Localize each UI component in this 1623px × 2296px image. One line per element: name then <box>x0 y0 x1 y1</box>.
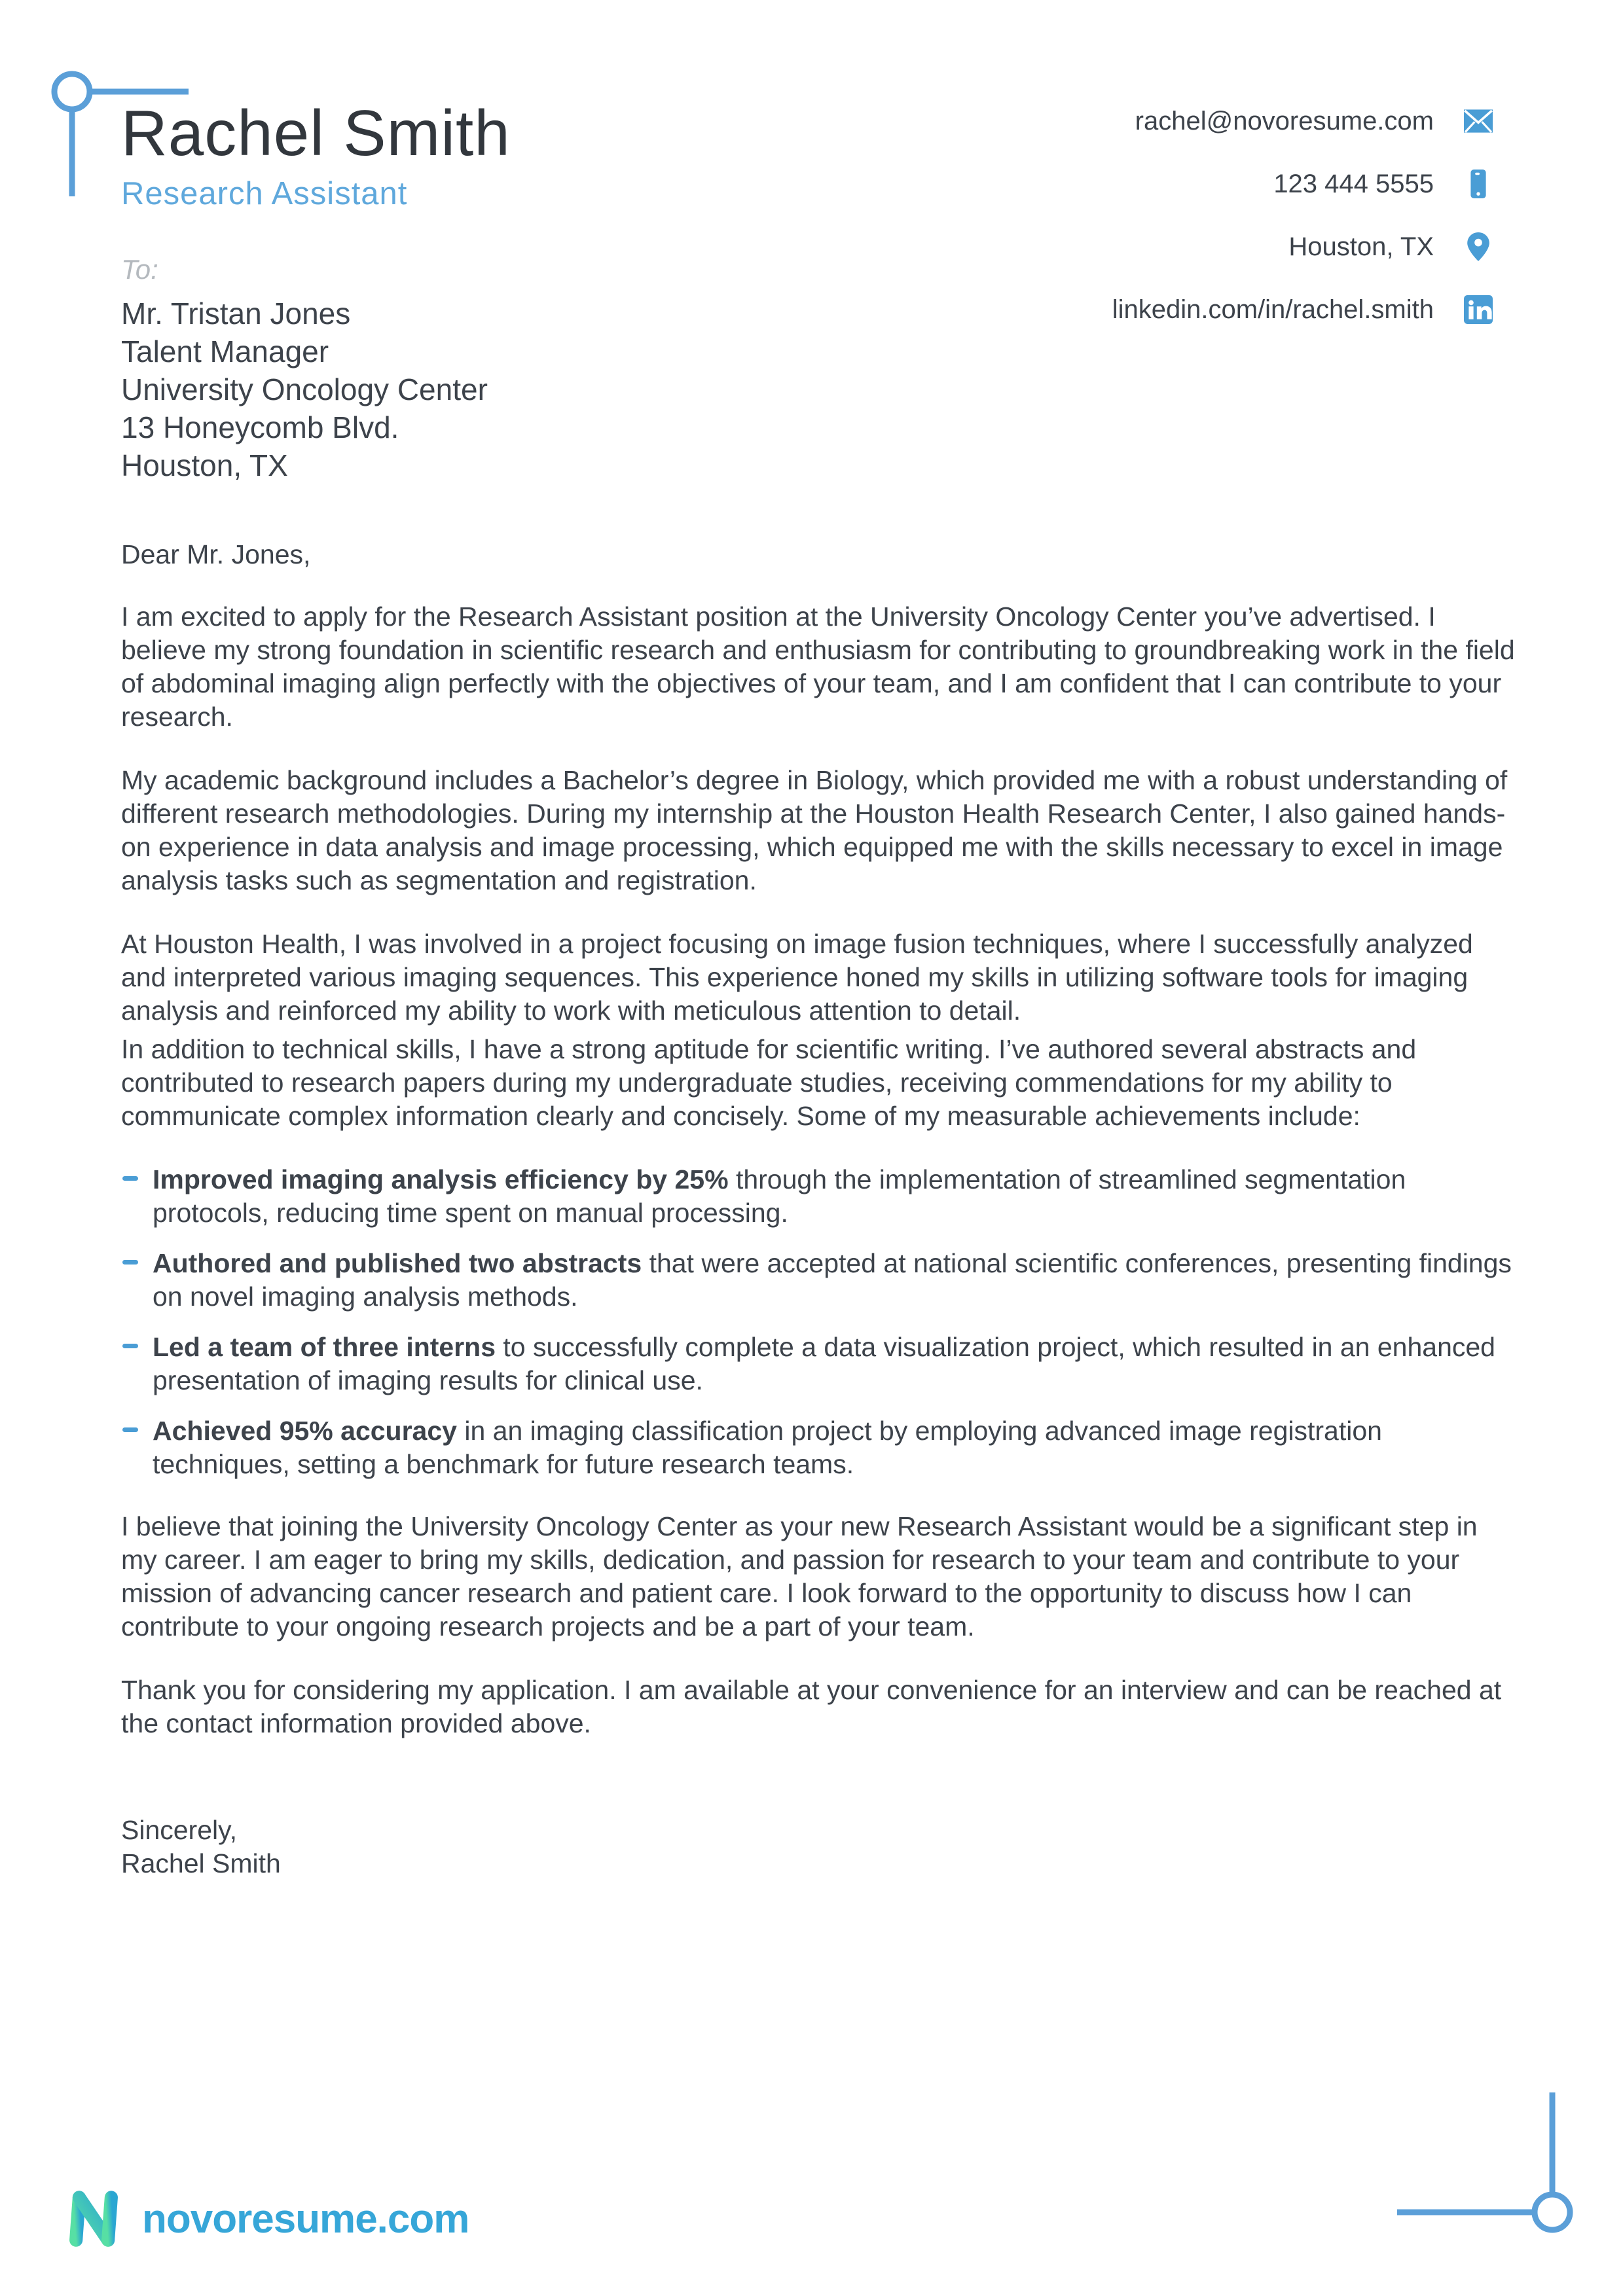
brand-link[interactable]: novoresume.com <box>142 2196 469 2242</box>
recipient-block <box>121 254 488 484</box>
contact-row-phone <box>1112 168 1494 200</box>
recipient-city: Houston, TX <box>121 448 288 482</box>
candidate-job-title: Research Assistant <box>121 175 408 211</box>
achievement-lead: Authored and published two abstracts <box>153 1248 642 1278</box>
location-pin-icon <box>1463 231 1494 262</box>
achievement-rest: in an imaging classification project by employing advanced image registration techniques, setting a benchmark for future research teams. <box>153 1416 1382 1479</box>
salutation: Dear Mr. Jones, <box>121 539 311 569</box>
contact-row-linkedin <box>1112 293 1494 326</box>
paragraph-background: My academic background includes a Bachelor’s degree in Biology, which provided me with a robust understanding of different research methodologies. During my internship at the Houston Health Research Center, I also gained hands-on experience in data analysis and image processing, which equipped me with the skills necessary to excel in image analysis tasks such as segmentation and registration. <box>121 765 1508 895</box>
achievement-rest: through the implementation of streamlined segmentation protocols, reducing time spent on manual processing. <box>153 1164 1406 1228</box>
signoff-word: Sincerely, <box>121 1815 237 1845</box>
contact-info <box>1112 105 1494 356</box>
mail-icon <box>1463 105 1494 137</box>
candidate-name: Rachel Smith <box>121 97 511 169</box>
paragraph-intro: I am excited to apply for the Research Assistant position at the University Oncology Center you’ve advertised. I believe my strong foundation in scientific research and enthusiasm for contributing to groundbreaking work in the field of abdominal imaging align perfectly with the objectives of your team, and I am confident that I can contribute to your research. <box>121 601 1515 732</box>
achievement-lead: Led a team of three interns <box>153 1332 496 1362</box>
achievement-rest: that were accepted at national scientific conferences, presenting findings on novel imaging analysis methods. <box>153 1248 1512 1312</box>
recipient-street: 13 Honeycomb Blvd. <box>121 410 399 444</box>
recipient-company: University Oncology Center <box>121 372 488 406</box>
achievement-lead: Achieved 95% accuracy <box>153 1416 457 1446</box>
location-text: Houston, TX <box>1288 232 1434 261</box>
letter-body <box>121 538 1516 1880</box>
paragraph-thanks: Thank you for considering my application. I am available at your convenience for an interview and can be reached at the contact information provided above. <box>121 1675 1502 1738</box>
email-address[interactable]: rachel@novoresume.com <box>1135 106 1434 135</box>
header <box>121 98 511 212</box>
contact-row-location <box>1112 230 1494 263</box>
signoff <box>121 1814 1516 1880</box>
list-item <box>121 1414 1516 1481</box>
novoresume-logo-icon <box>62 2187 125 2250</box>
achievement-rest: to successfully complete a data visualization project, which resulted in an enhanced presentation of imaging results for clinical use. <box>153 1332 1495 1395</box>
paragraph-closing: I believe that joining the University Oncology Center as your new Research Assistant would be a significant step in my career. I am eager to bring my skills, dedication, and passion for research to your team and contribute to your mission of advancing cancer research and patient care. I look forward to the opportunity to discuss how I can contribute to your ongoing research projects and be a part of your team. <box>121 1511 1478 1641</box>
footer <box>62 2187 469 2250</box>
achievements-list <box>121 1163 1516 1481</box>
recipient-label: To: <box>121 254 158 285</box>
phone-icon <box>1463 168 1494 200</box>
paragraph-writing-skills: In addition to technical skills, I have a strong aptitude for scientific writing. I’ve authored several abstracts and contributed to research papers during my undergraduate studies, receiving commendations for my ability to communicate complex information clearly and concisely. Some of my measurable achievements include: <box>121 1034 1417 1131</box>
recipient-name: Mr. Tristan Jones <box>121 296 351 331</box>
recipient-role: Talent Manager <box>121 334 329 368</box>
contact-row-email <box>1112 105 1494 137</box>
linkedin-url[interactable]: linkedin.com/in/rachel.smith <box>1112 295 1434 324</box>
list-item <box>121 1247 1516 1314</box>
paragraph-experience: At Houston Health, I was involved in a project focusing on image fusion techniques, where I successfully analyzed and interpreted various imaging sequences. This experience honed my skills in utilizing software tools for imaging analysis and reinforced my ability to work with meticulous attention to detail. <box>121 929 1473 1026</box>
list-item <box>121 1331 1516 1397</box>
linkedin-icon <box>1463 294 1494 325</box>
signoff-name: Rachel Smith <box>121 1848 281 1878</box>
corner-line-decoration-bottom-right <box>1375 2062 1623 2296</box>
achievement-lead: Improved imaging analysis efficiency by 25% <box>153 1164 729 1194</box>
phone-number[interactable]: 123 444 5555 <box>1273 169 1434 198</box>
list-item <box>121 1163 1516 1230</box>
